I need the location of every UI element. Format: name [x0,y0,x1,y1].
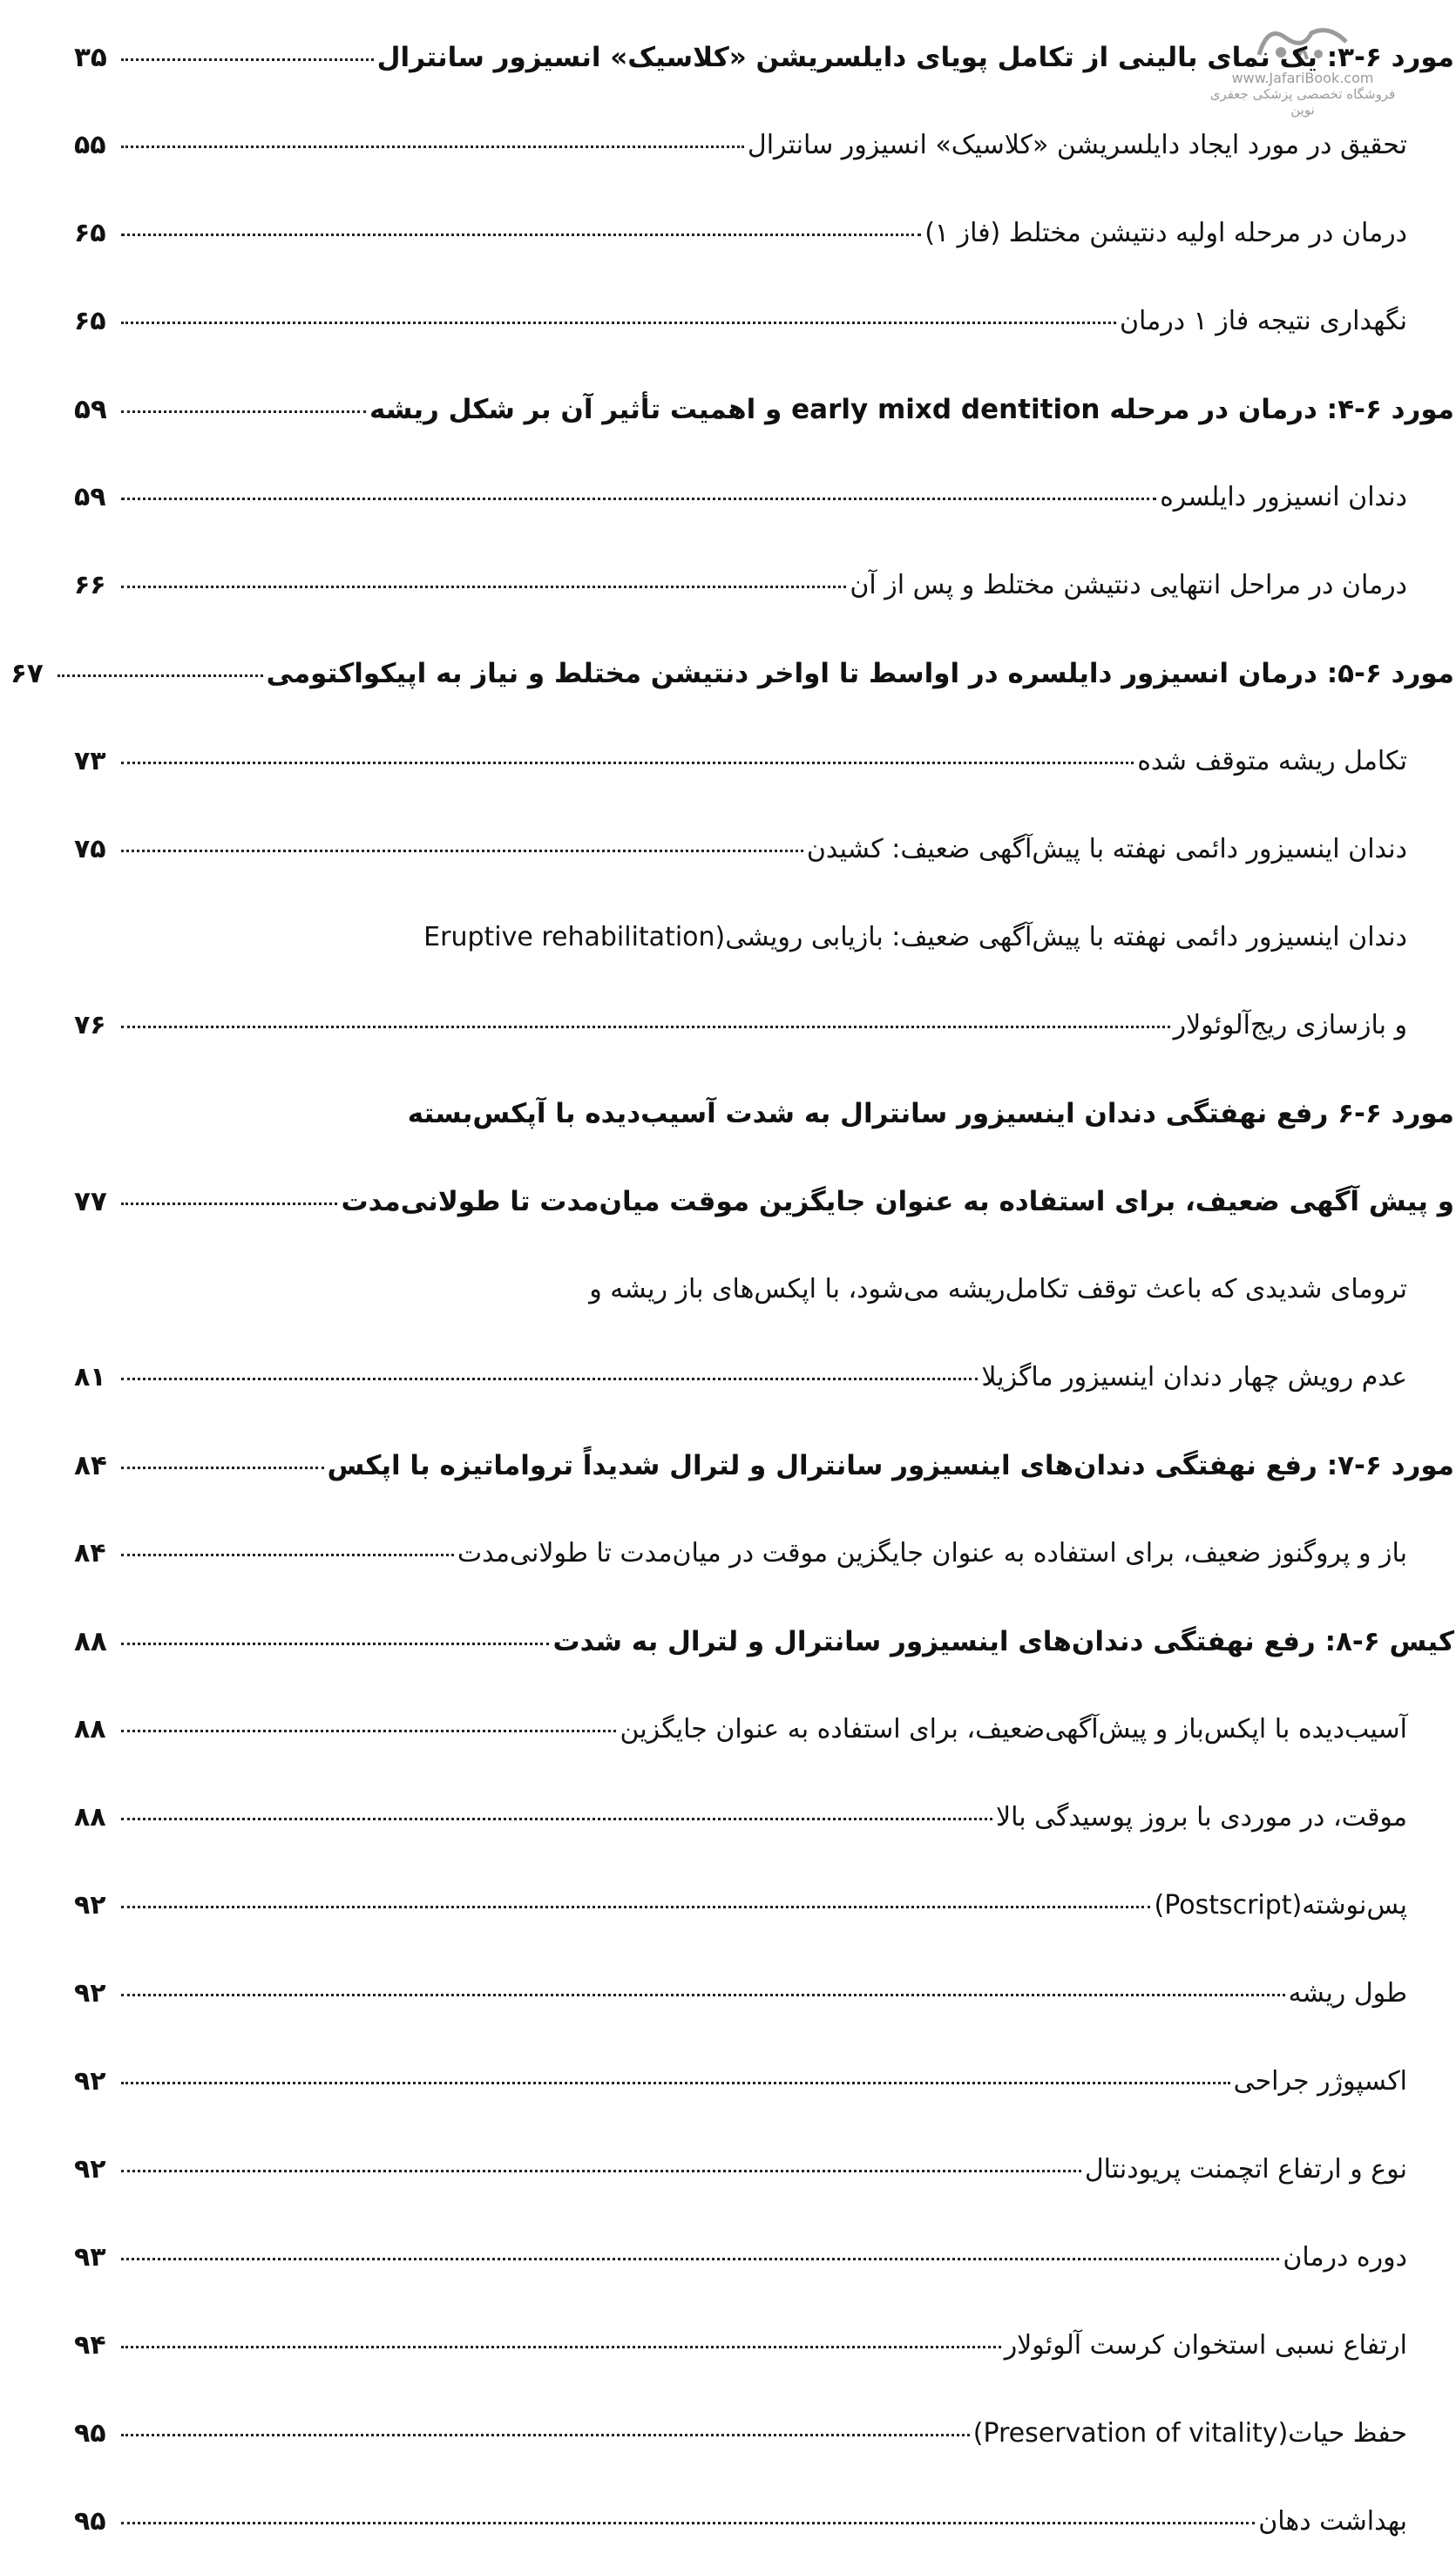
toc-entry [0,1160,1456,1248]
toc-entry [0,2392,1456,2480]
toc-entry-title: باز و پروگنوز ضعیف، برای استفاده به عنوان جایگزین موقت در میان‌مدت تا طولانی‌مدت [457,1538,1407,1569]
toc-entry [0,808,1456,896]
toc-entry-title: حفظ حیات(Preservation of vitality) [972,2418,1407,2449]
toc-entry-title: مورد ۶-۳: یک نمای بالینی از تکامل پویای دایلسریشن «کلاسیک» انسیزور سانترال [376,42,1454,73]
dot-leader [121,1994,1285,1996]
toc-entry [0,1688,1456,1776]
toc-entry [0,1600,1456,1688]
toc-entry [0,1776,1456,1864]
toc-entry-title: بهداشت دهان [1258,2506,1407,2537]
toc-entry-page: ۹۲ [74,1890,106,1921]
toc-entry-page: ۹۳ [74,2242,106,2273]
toc-entry-page: ۶۷ [10,658,44,689]
toc-entry-page: ۹۵ [74,2506,106,2537]
dot-leader [58,674,263,677]
dot-leader [121,2434,970,2436]
dot-leader [121,762,1134,764]
toc-entry [0,1512,1456,1600]
toc-entry-page: ۵۹ [74,394,107,425]
toc-entry [0,2480,1456,2568]
dot-leader [121,234,921,236]
dot-leader [121,1730,616,1732]
dot-leader [121,2346,1001,2348]
toc-entry [0,456,1456,544]
toc-entry-page: ۸۴ [74,1450,107,1481]
dot-leader [121,2170,1081,2172]
toc-entry-page: ۶۶ [74,570,106,600]
toc-entry-title: دوره درمان [1283,2242,1407,2273]
toc-entry-title: مورد ۶-۵: درمان انسیزور دایلسره در اواسط تا اواخر دنتیشن مختلط و نیاز به اپیکواکتومی [266,658,1454,689]
toc-entry [0,1248,1456,1336]
dot-leader [121,2522,1255,2524]
toc-entry-title: نوع و ارتفاع اتچمنت پریودنتال [1084,2154,1407,2185]
dot-leader [121,1554,454,1556]
dot-leader [121,58,374,61]
toc-entry [0,1424,1456,1512]
toc-entry [0,1952,1456,2040]
dot-leader [121,1378,978,1380]
toc-entry [0,192,1456,280]
toc-entry [0,720,1456,808]
toc-entry-page: ۹۲ [74,2154,106,2185]
toc-entry-page: ۹۲ [74,2066,106,2097]
toc-entry-page: ۹۴ [74,2330,106,2361]
toc-entry-page: ۶۵ [74,306,106,336]
toc-entry [0,1336,1456,1424]
toc-entry-page: ۷۵ [74,834,106,864]
toc-entry-page: ۸۸ [74,1626,107,1657]
toc-entry [0,16,1456,104]
toc-entry-title: آسیب‌دیده با اپکس‌باز و پیش‌آگهی‌ضعیف، برای استفاده به عنوان جایگزین [620,1714,1407,1745]
toc-entry-title: ارتفاع نسبی استخوان کرست آلوئولار [1004,2330,1407,2361]
toc-entry [0,280,1456,368]
toc-entry-title: مورد ۶-۷: رفع نهفتگی دندان‌های اینسیزور سانترال و لترال شدیداً ترواماتیزه با اپکس [327,1450,1454,1481]
toc-entry-page: ۸۴ [74,1538,106,1569]
toc-entry [0,104,1456,192]
toc-entry [0,984,1456,1072]
toc-entry-page: ۷۳ [74,746,106,776]
toc-entry-title: دندان انسیزور دایلسره [1160,482,1407,512]
toc-entry [0,2304,1456,2392]
dot-leader [121,2258,1279,2260]
dot-leader [121,1467,324,1469]
toc-entry [0,896,1456,984]
toc-entry-title: تکامل ریشه متوقف شده [1137,746,1407,776]
table-of-contents [0,16,1456,2537]
toc-entry-title: طول ریشه [1288,1978,1407,2009]
toc-entry [0,1864,1456,1952]
toc-entry-page: ۸۸ [74,1714,106,1745]
toc-entry-page: ۹۲ [74,1978,106,2009]
dot-leader [121,1026,1170,1028]
toc-entry-page: ۸۱ [74,1362,106,1392]
toc-entry-page: ۵۵ [74,130,106,160]
toc-entry-title: و پیش آگهی ضعیف، برای استفاده به عنوان جایگزین موقت میان‌مدت تا طولانی‌مدت [341,1186,1454,1217]
toc-entry-title: ترومای شدیدی که باعث توقف تکامل‌ریشه می‌شود، با اپکس‌های باز ریشه و [589,1274,1407,1304]
dot-leader [121,2082,1230,2084]
dot-leader [121,1643,549,1645]
toc-entry-title: درمان در مرحله اولیه دنتیشن مختلط (فاز ۱) [924,218,1407,248]
toc-entry-page: ۹۵ [74,2418,106,2449]
dot-leader [121,322,1116,324]
toc-entry [0,2040,1456,2128]
toc-entry [0,368,1456,456]
dot-leader [121,1818,992,1820]
dot-leader [121,410,366,413]
toc-entry-title: کیس ۶-۸: رفع نهفتگی دندان‌های اینسیزور سانترال و لترال به شدت [552,1626,1454,1657]
toc-entry-title: دندان اینسیزور دائمی نهفته با پیش‌آگهی ضعیف: کشیدن [806,834,1407,864]
toc-entry-title: مورد ۶-۶ رفع نهفتگی دندان اینسیزور سانترال به شدت آسیب‌دیده با آپکس‌بسته [407,1098,1454,1129]
toc-entry-title: اکسپوژر جراحی [1233,2066,1407,2097]
toc-entry [0,632,1456,720]
toc-entry-title: تحقیق در مورد ایجاد دایلسریشن «کلاسیک» انسیزور سانترال [747,130,1407,160]
toc-entry-page: ۵۹ [74,482,106,512]
dot-leader [121,498,1156,500]
toc-entry-title: نگهداری نتیجه فاز ۱ درمان [1119,306,1407,336]
toc-entry-page: ۸۸ [74,1802,106,1833]
dot-leader [121,146,744,148]
toc-entry [0,544,1456,632]
toc-entry-title: عدم رویش چهار دندان اینسیزور ماگزیلا [981,1362,1407,1392]
dot-leader [121,1203,337,1205]
dot-leader [121,586,846,588]
toc-entry-title: دندان اینسیزور دائمی نهفته با پیش‌آگهی ضعیف: بازیابی رویشی(Eruptive rehabilitation [423,922,1407,952]
toc-entry-page: ۷۷ [74,1186,107,1217]
toc-entry [0,1072,1456,1160]
toc-entry-title: پس‌نوشته(Postscript) [1154,1890,1407,1921]
watermark-url: www.JafariBook.com [1231,70,1374,86]
toc-entry-page: ۷۶ [74,1010,106,1040]
toc-entry-title: مورد ۶-۴: درمان در مرحله early mixd dentition و اهمیت تأثیر آن بر شکل ریشه [369,394,1454,425]
toc-entry-title: درمان در مراحل انتهایی دنتیشن مختلط و پس از آن [850,570,1407,600]
toc-entry-title: موقت، در موردی با بروز پوسیدگی بالا [995,1802,1407,1833]
dot-leader [121,1906,1150,1908]
toc-entry-title: و بازسازی ریج‌آلوئولار [1173,1010,1407,1040]
dot-leader [121,850,803,852]
toc-entry [0,2128,1456,2216]
watermark-shop-name: فروشگاه تخصصی پزشکی جعفری نوین [1209,86,1396,118]
toc-entry-page: ۶۵ [74,218,106,248]
toc-entry-page: ۳۵ [74,42,107,73]
toc-entry [0,2216,1456,2304]
